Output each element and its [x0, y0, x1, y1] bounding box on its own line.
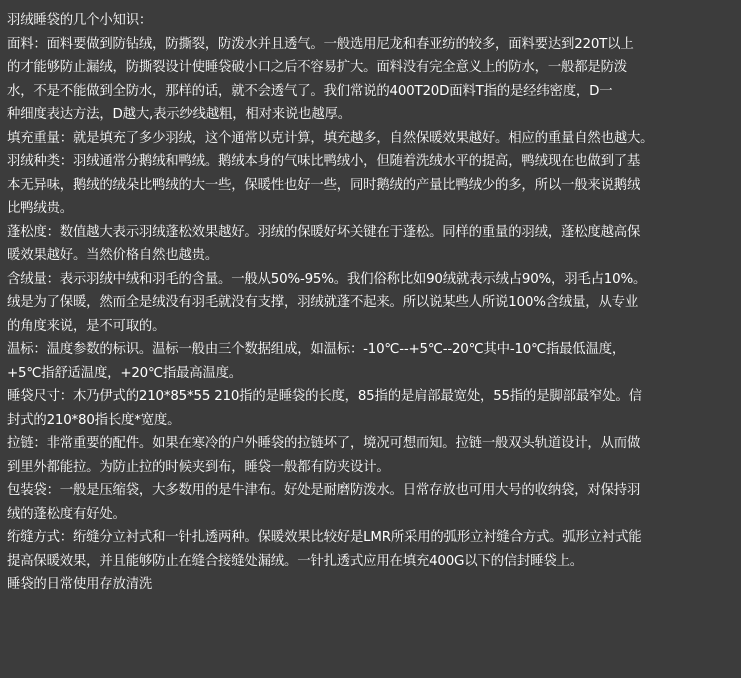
text-line: 面料：面料要做到防钻绒，防撕裂，防泼水并且透气。一般选用尼龙和春亚纺的较多，面料要达到220T以上 [7, 36, 634, 52]
text-line: 本无异味，鹅绒的绒朵比鸭绒的大一些，保暖性也好一些，同时鹅绒的产量比鸭绒少的多，所以一般来说鹅绒 [7, 177, 641, 193]
text-line: 提高保暖效果，并且能够防止在缝合接缝处漏绒。一针扎透式应用在填充400G以下的信封睡袋上。 [7, 553, 583, 569]
text-line: 比鸭绒贵。 [7, 201, 73, 216]
text-line: 温标：温度参数的标识。温标一般由三个数据组成，如温标：-10℃--+5℃--20℃其中-10℃指最低温度， [7, 342, 626, 357]
document-title: 羽绒睡袋的几个小知识： [7, 13, 153, 28]
text-line: 绒的蓬松度有好处。 [7, 506, 126, 522]
text-line: 绒是为了保暖，然而全是绒没有羽毛就没有支撑，羽绒就蓬不起来。所以说某些人所说100%含绒量，从专业 [7, 295, 639, 310]
text-line: 到里外都能拉。为防止拉的时候夹到布，睡袋一般都有防夹设计。 [7, 459, 390, 475]
text-line: 水，不是不能做到全防水，那样的话，就不会透气了。我们常说的400T20D面料T指的是经纬密度，D一 [7, 83, 613, 99]
text-line: 绗缝方式：绗缝分立衬式和一针扎透两种。保暖效果比较好是LMR所采用的弧形立衬缝合方式。弧形立衬式能 [7, 530, 642, 545]
text-line: 填充重量：就是填充了多少羽绒，这个通常以克计算，填充越多，自然保暖效果越好。相应的重量自然也越大。 [7, 130, 654, 146]
text-line: 种细度表达方法，D越大,表示纱线越粗，相对来说也越厚。 [7, 107, 351, 122]
text-line: 羽绒种类：羽绒通常分鹅绒和鸭绒。鹅绒本身的气味比鸭绒小，但随着洗绒水平的提高，鸭绒现在也做到了基 [7, 154, 641, 169]
text-line: 包装袋：一般是压缩袋，大多数用的是牛津布。好处是耐磨防泼水。日常存放也可用大号的收纳袋，对保持羽 [7, 483, 641, 498]
text-line: 封式的210*80指长度*宽度。 [7, 412, 181, 428]
section-heading: 睡袋的日常使用存放清洗 [7, 577, 153, 592]
text-line: 的才能够防止漏绒，防撕裂设计使睡袋破小口之后不容易扩大。面料没有完全意义上的防水，一般都是防泼 [7, 60, 627, 75]
text-line: 含绒量：表示羽绒中绒和羽毛的含量。一般从50%-95%。我们俗称比如90绒就表示绒占90%，羽毛占10%。 [7, 271, 647, 287]
text-line: 拉链：非常重要的配件。如果在寒冷的户外睡袋的拉链坏了，境况可想而知。拉链一般双头轨道设计，从而做 [7, 436, 641, 451]
text-line: 睡袋尺寸：木乃伊式的210*85*55 210指的是睡袋的长度，85指的是肩部最宽处，55指的是脚部最窄处。信 [7, 389, 642, 404]
text-line: 暖效果越好。当然价格自然也越贵。 [7, 248, 219, 263]
text-line: 蓬松度：数值越大表示羽绒蓬松效果越好。羽绒的保暖好坏关键在于蓬松。同样的重量的羽绒，蓬松度越高保 [7, 224, 641, 240]
text-line: 的角度来说，是不可取的。 [7, 318, 166, 334]
text-line: +5℃指舒适温度，+20℃指最高温度。 [7, 365, 242, 381]
